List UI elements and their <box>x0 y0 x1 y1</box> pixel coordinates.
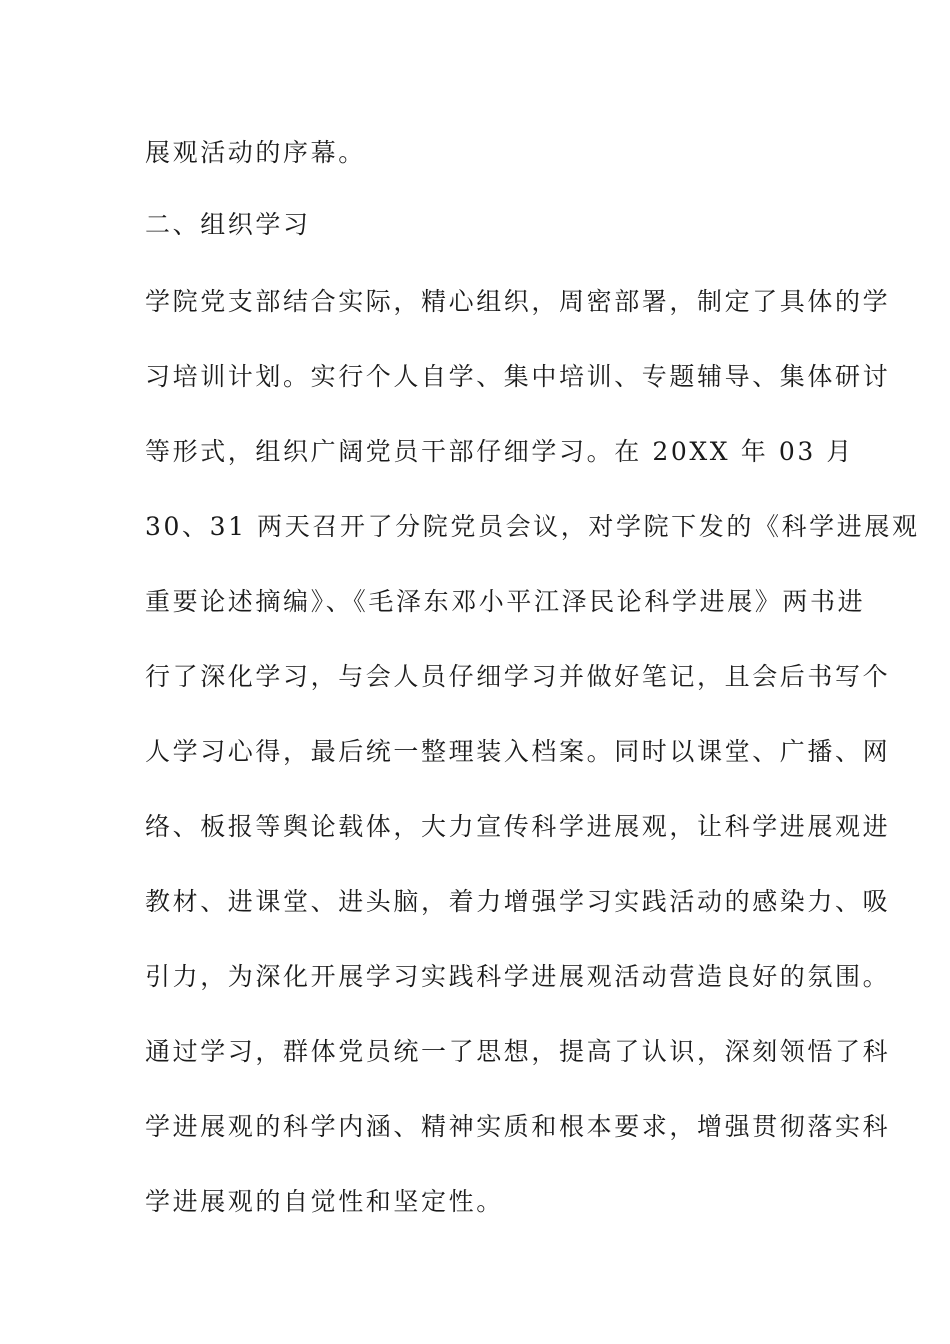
text-line: 习培训计划。实行个人自学、集中培训、专题辅导、集体研讨 <box>145 362 891 391</box>
text-line: 重要论述摘编》、《毛泽东邓小平江泽民论科学进展》两书进 <box>145 587 866 616</box>
section-heading: 二、组织学习 <box>145 210 311 239</box>
text-line: 络、板报等舆论载体，大力宣传科学进展观，让科学进展观进 <box>145 812 891 841</box>
text-line: 展观活动的序幕。 <box>145 138 366 167</box>
text-line: 行了深化学习，与会人员仔细学习并做好笔记，且会后书写个 <box>145 662 891 691</box>
text-line: 引力，为深化开展学习实践科学进展观活动营造良好的氛围。 <box>145 962 891 991</box>
text-line: 等形式，组织广阔党员干部仔细学习。在 20XX 年 03 月 <box>145 437 855 466</box>
text-line: 学进展观的自觉性和坚定性。 <box>145 1187 504 1216</box>
text-line: 学进展观的科学内涵、精神实质和根本要求，增强贯彻落实科 <box>145 1112 891 1141</box>
text-line: 学院党支部结合实际，精心组织，周密部署，制定了具体的学 <box>145 287 891 316</box>
text-line: 人学习心得，最后统一整理装入档案。同时以课堂、广播、网 <box>145 737 891 766</box>
text-line: 30、31 两天召开了分院党员会议，对学院下发的《科学进展观 <box>145 512 920 541</box>
text-line: 通过学习，群体党员统一了思想，提高了认识，深刻领悟了科 <box>145 1037 891 1066</box>
text-line: 教材、进课堂、进头脑，着力增强学习实践活动的感染力、吸 <box>145 887 891 916</box>
